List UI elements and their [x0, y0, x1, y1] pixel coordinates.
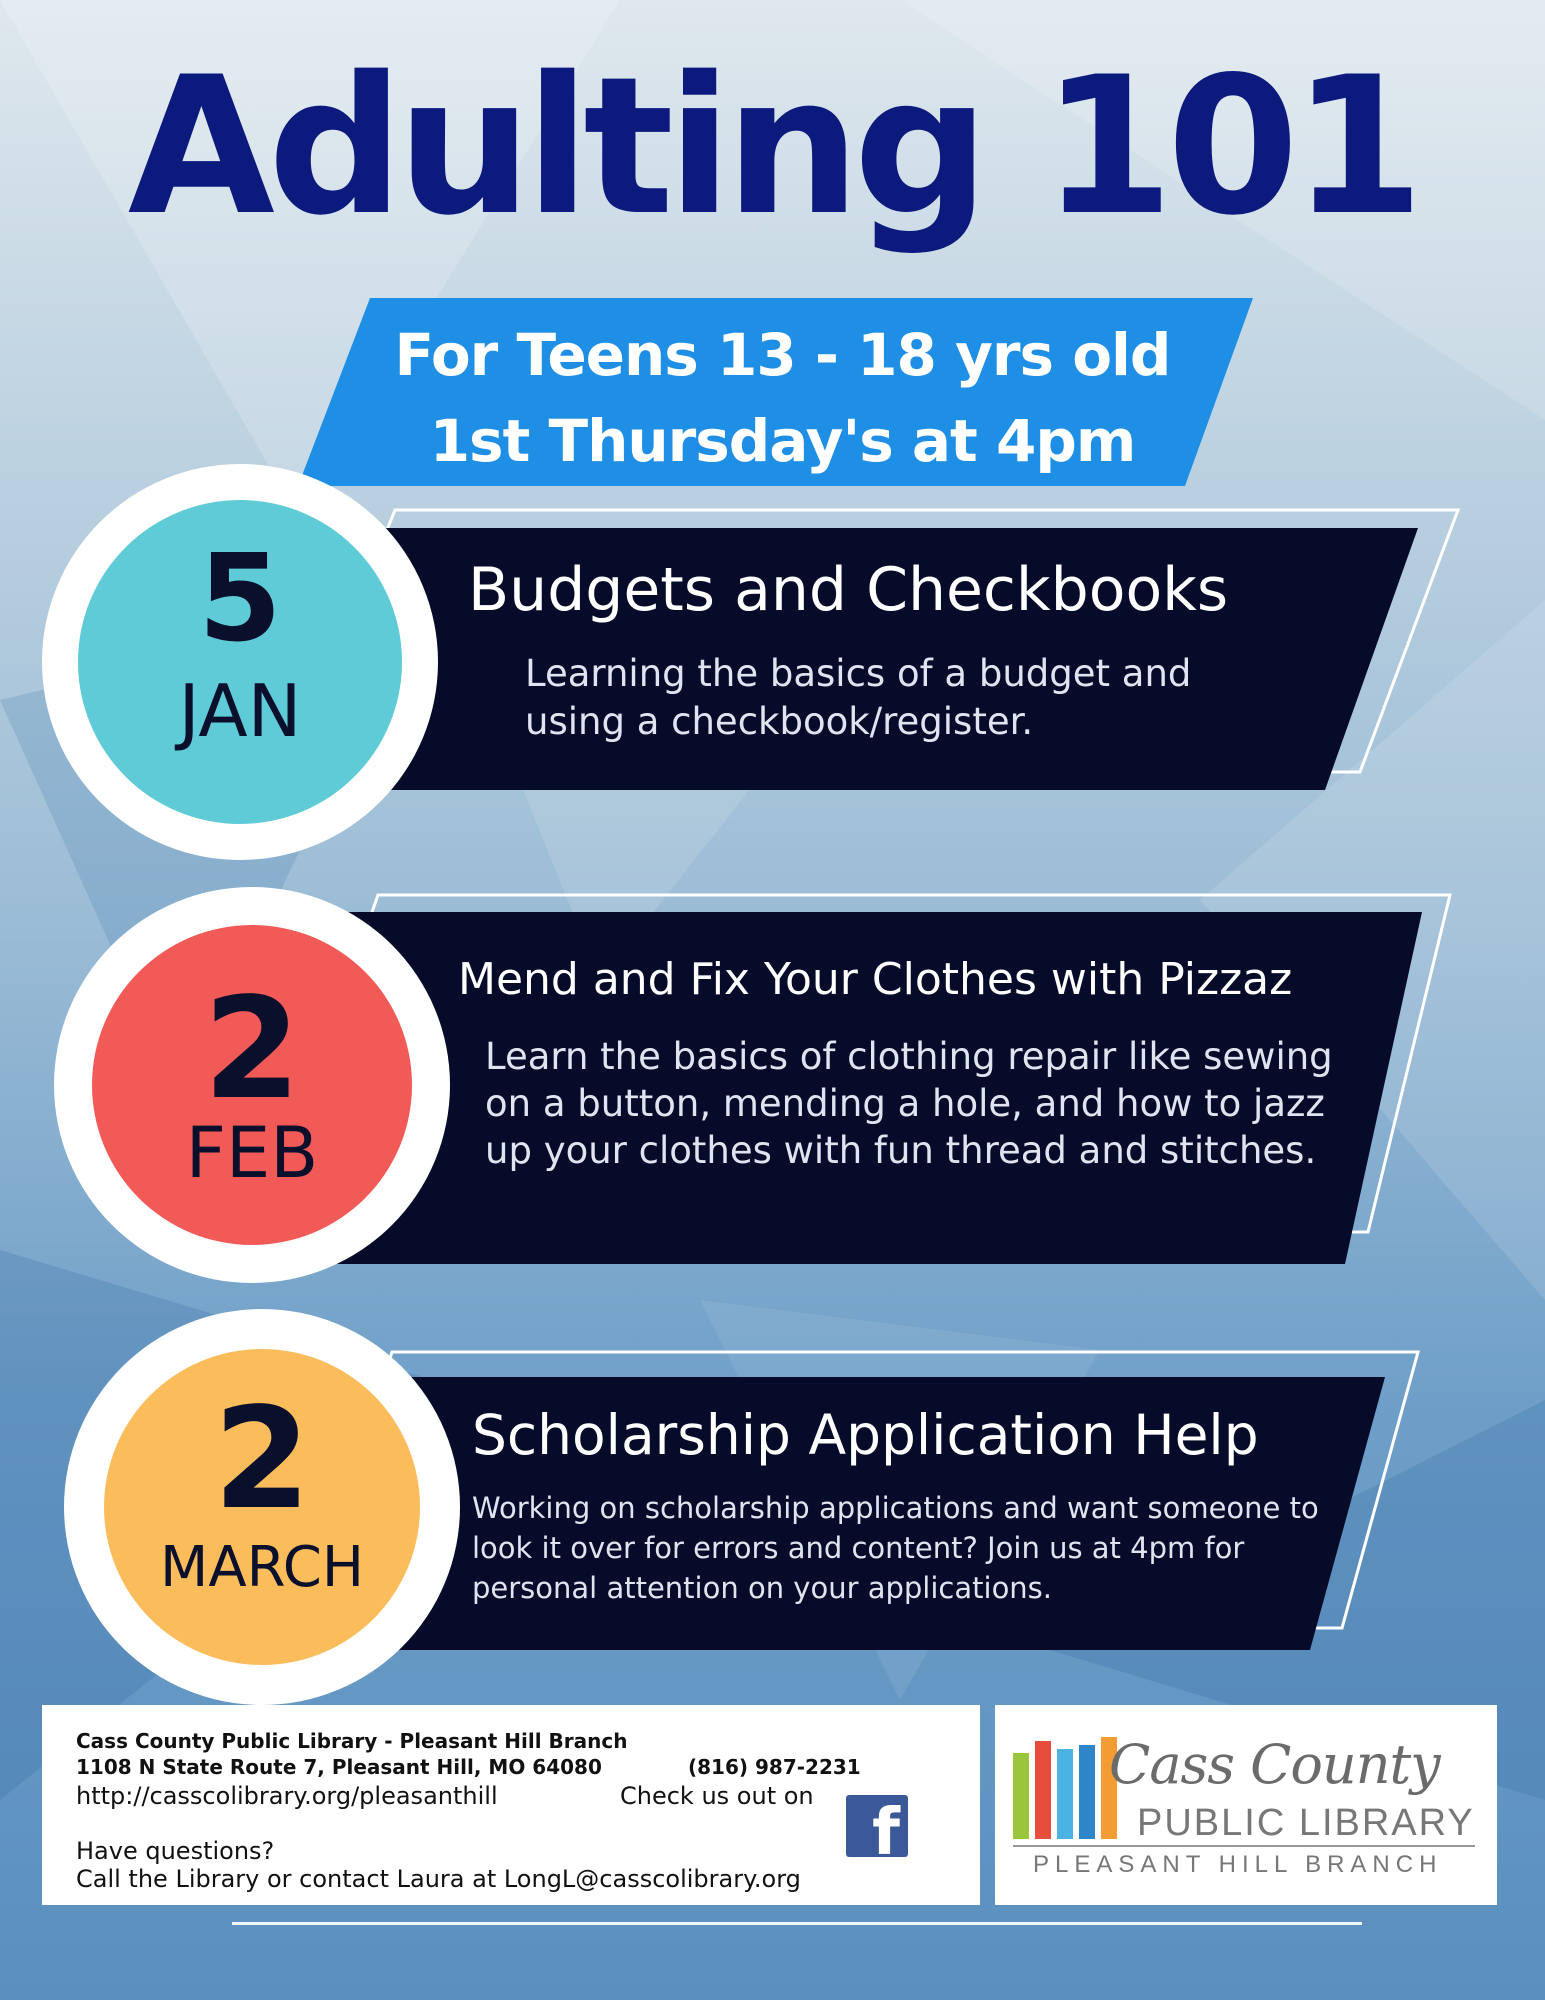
event-1-description: Learning the basics of a budget and using a checkbook/register. — [525, 652, 1192, 743]
event-2-description: Learn the basics of clothing repair like sewing on a button, mending a hole, and how to jazz up your clothes with fun thread and stitches. — [485, 1035, 1333, 1172]
banner-line-1: For Teens 13 - 18 yrs old — [394, 321, 1171, 389]
logo-bar-4 — [1079, 1745, 1095, 1839]
logo-branch-text: PLEASANT HILL BRANCH — [1033, 1851, 1443, 1878]
facebook-icon[interactable]: f — [846, 1795, 908, 1857]
library-address: 1108 N State Route 7, Pleasant Hill, MO 64080 — [76, 1755, 602, 1779]
contact-box — [42, 1705, 980, 1905]
event-3-description: Working on scholarship applications and want someone to look it over for errors and content? Join us at 4pm for personal attention on your applications. — [472, 1491, 1319, 1605]
event-2-title: Mend and Fix Your Clothes with Pizzaz — [458, 954, 1293, 1005]
library-name: Cass County Public Library - Pleasant Hill Branch — [76, 1729, 628, 1753]
event-3-month: MARCH — [160, 1535, 364, 1600]
event-3-day: 2 — [213, 1378, 311, 1541]
library-logo — [995, 1705, 1497, 1905]
logo-public-library: PUBLIC LIBRARY — [1137, 1802, 1475, 1844]
library-phone: (816) 987-2231 — [688, 1755, 861, 1779]
library-website[interactable]: http://casscolibrary.org/pleasanthill — [76, 1782, 498, 1810]
contact-text: Call the Library or contact Laura at LongL@casscolibrary.org — [76, 1865, 801, 1893]
logo-bar-2 — [1035, 1741, 1051, 1839]
logo-divider — [1013, 1845, 1475, 1847]
event-1-day: 5 — [198, 530, 282, 669]
event-1-month: JAN — [178, 669, 302, 753]
banner-line-2: 1st Thursday's at 4pm — [429, 407, 1136, 475]
event-1-title: Budgets and Checkbooks — [468, 555, 1229, 625]
questions-text: Have questions? — [76, 1837, 275, 1865]
bottom-divider — [232, 1922, 1362, 1925]
event-3-title: Scholarship Application Help — [472, 1403, 1259, 1467]
event-2-day: 2 — [203, 968, 301, 1131]
page-title: Adulting 101 — [127, 36, 1418, 257]
social-prompt: Check us out on — [620, 1782, 814, 1810]
event-2-month: FEB — [185, 1112, 319, 1194]
logo-bar-3 — [1057, 1749, 1073, 1839]
logo-bar-1 — [1013, 1753, 1029, 1839]
logo-script-text: Cass County — [1109, 1733, 1440, 1796]
